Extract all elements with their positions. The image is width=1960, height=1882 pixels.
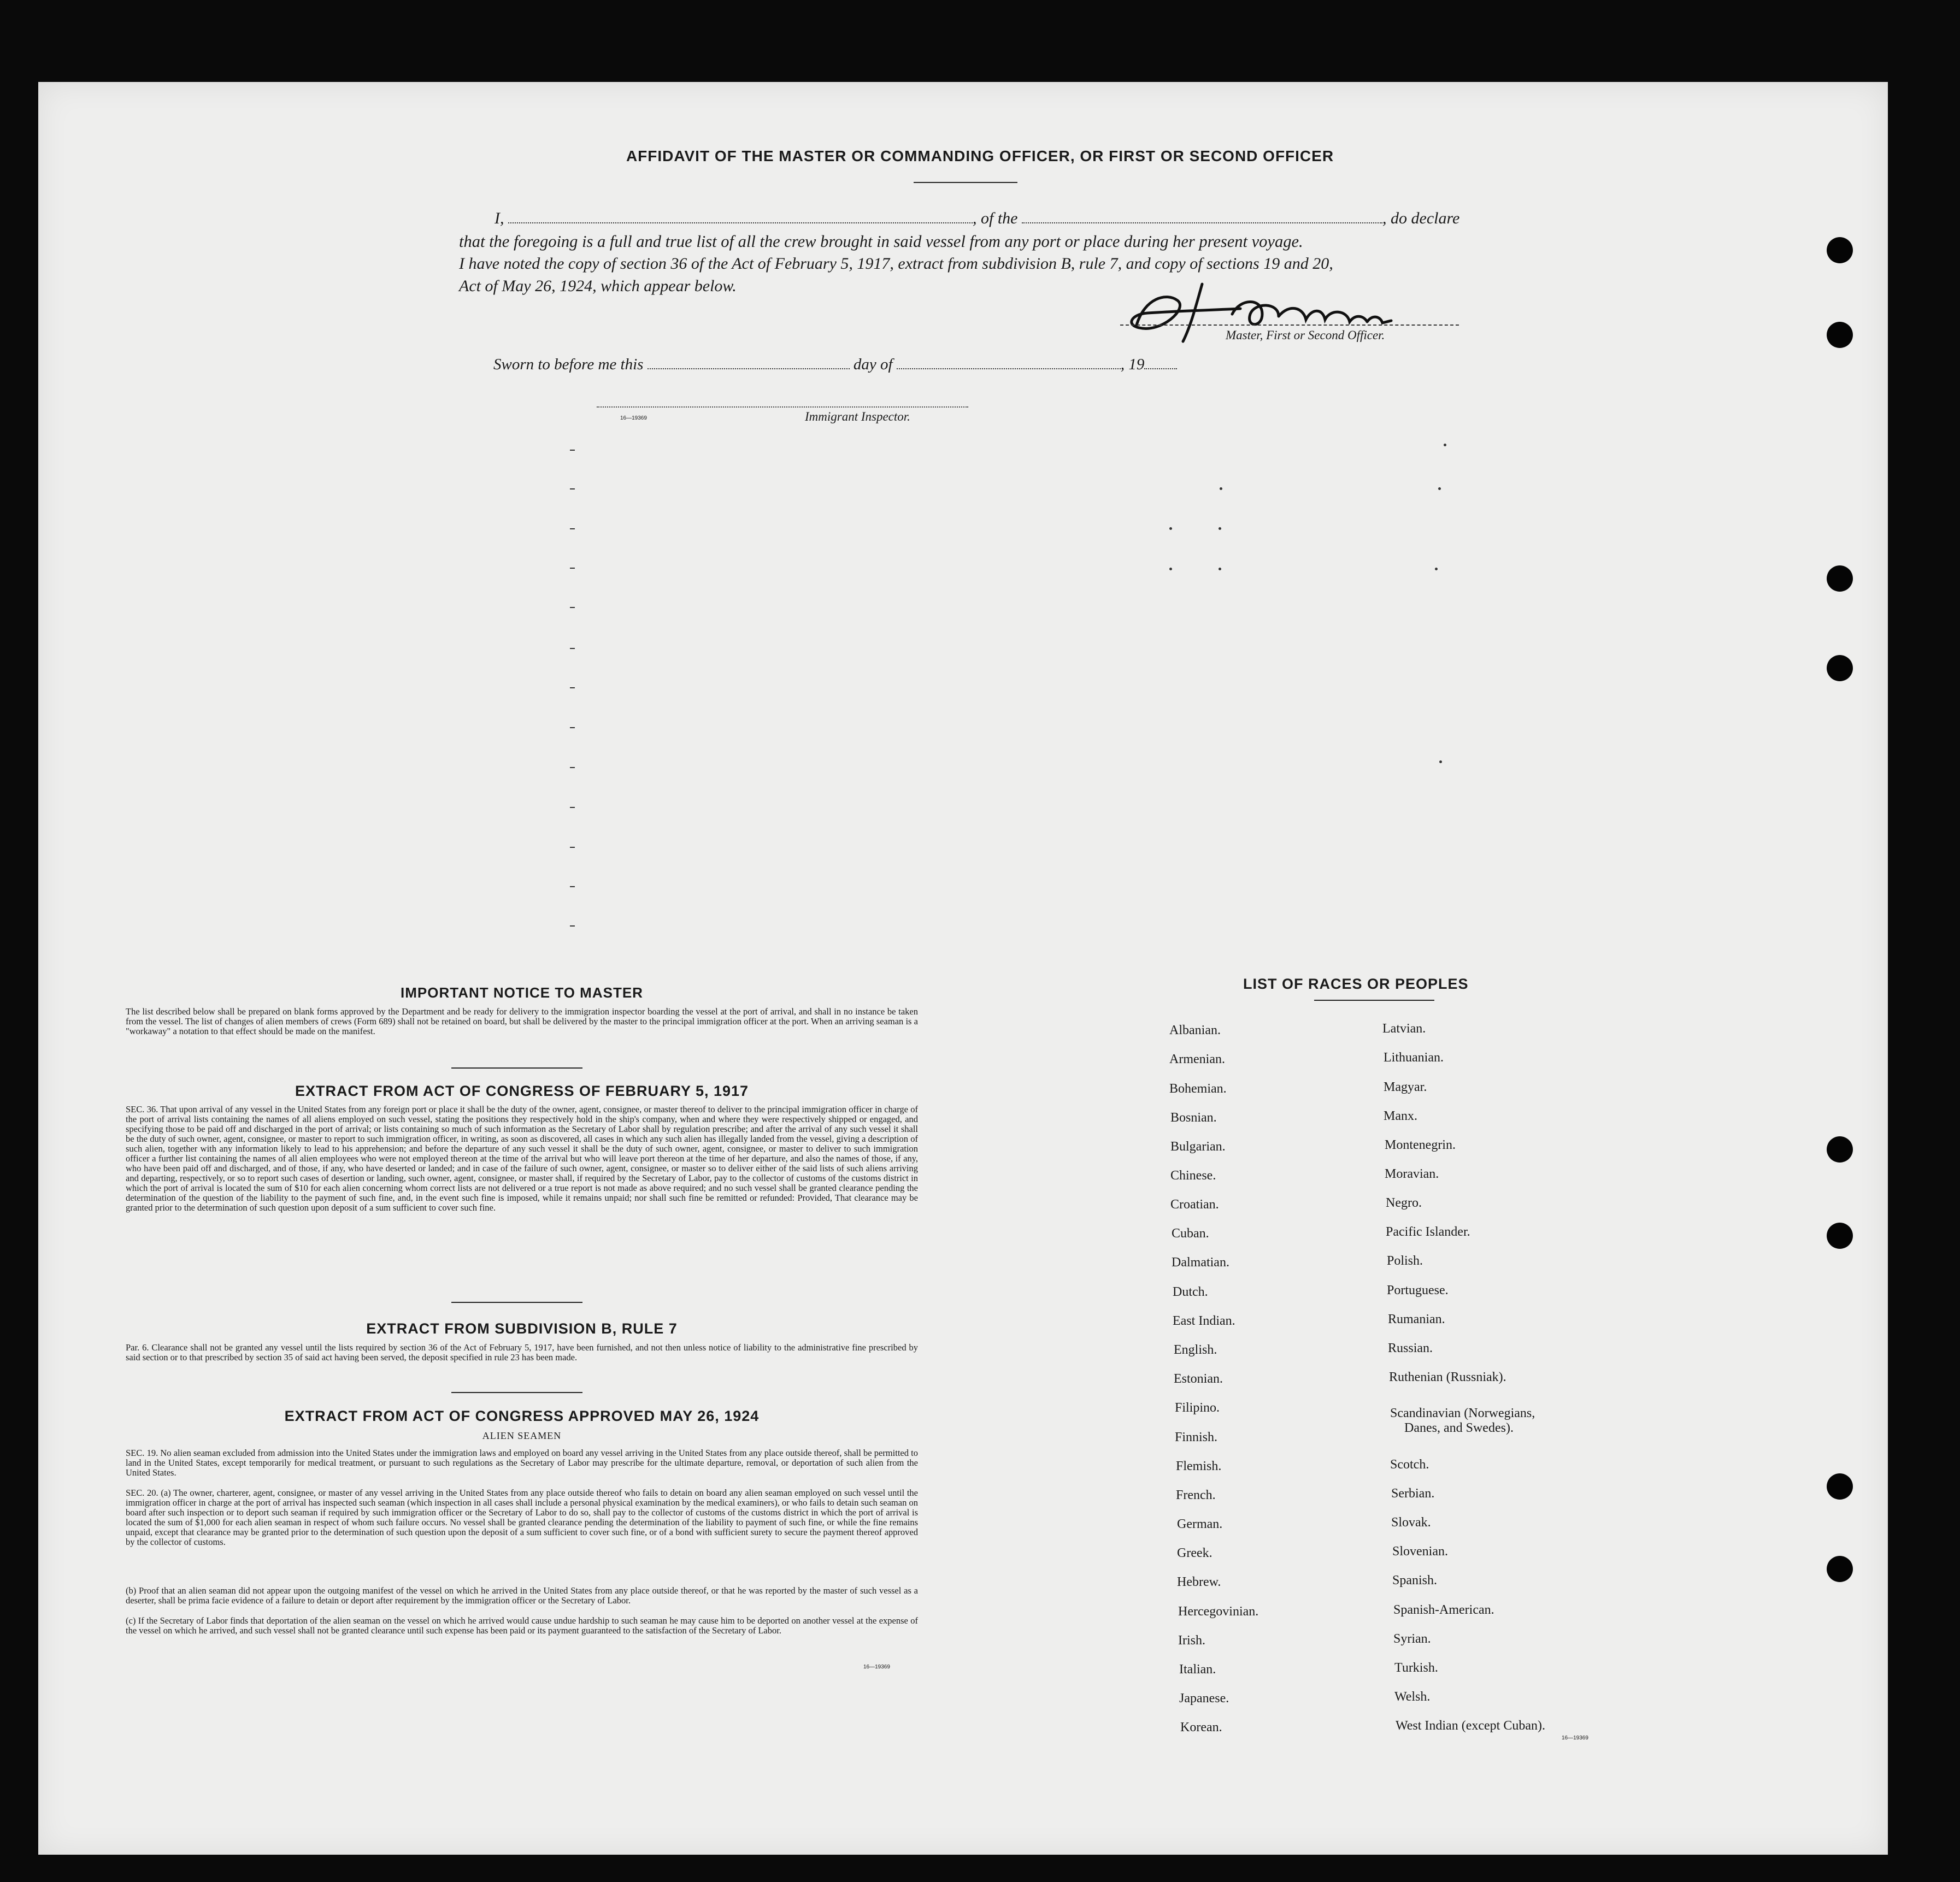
section-divider — [451, 1392, 582, 1393]
extract-form-number: 16—19369 — [863, 1664, 890, 1670]
race-right: Turkish. — [1394, 1661, 1438, 1675]
notice-title: IMPORTANT NOTICE TO MASTER — [401, 984, 643, 1001]
race-right: Negro. — [1386, 1196, 1422, 1210]
race-left: French. — [1176, 1488, 1216, 1502]
races-divider — [1314, 1000, 1434, 1001]
race-left: Bosnian. — [1170, 1111, 1217, 1125]
binder-hole — [1827, 322, 1853, 348]
alien-seamen-subtitle: ALIEN SEAMEN — [482, 1430, 562, 1441]
race-right: Moravian. — [1385, 1167, 1439, 1181]
do-declare-label: , do declare — [1382, 209, 1460, 227]
race-left: Bohemian. — [1169, 1082, 1227, 1096]
year-label: , 19 — [1120, 356, 1145, 373]
extract-1917-text: SEC. 36. That upon arrival of any vessel in the United States from any foreign port or place it shall be the duty of the owner, agent, consignee, or master thereof to deliver to the principal immigration officer in charge of the port of arrival lists containing the names of all aliens employed on such vessel, stating the positions they respectively hold in the ship's company, when and where they were respectively shipped or engaged, and specifying those to be paid off and discharged in the port of arrival; or lists containing so much of such information as the Secretary of Labor shall by regulation prescribe; and after the arrival of any such vessel it shall be the duty of such owner, agent, consignee, or master to report to such immigration officer, in writing, as soon as discovered, all cases in which any such alien has illegally landed from the vessel, giving a description of such alien, together with any information likely to lead to his apprehension; and before the departure of any such vessel it shall be the duty of such owner, agent, consignee, or master to deliver to such immigration officer a further list containing the names of all alien employees who were not employed thereon at the time of the arrival but who will leave port thereon at the time of her departure, and also the names of those, if any, who have been paid off and discharged, and of those, if any, who have deserted or landed; and in case of the failure of such owner, agent, consignee, or master so to deliver either of the said lists of such aliens arriving and departing, respectively, or so to report such cases of desertion or landing, such owner, agent, consignee, or master shall, if required by the Secretary of Labor, pay to the collector of customs of the customs district in which the port of arrival is located the sum of $10 for each alien concerning whom correct lists are not delivered or a true report is not made as above required; and no such vessel shall be granted clearance pending the determination of the question of the liability to the payment of such fine, and, in the event such fine is imposed, while it remains unpaid; nor shall such fine be remitted or refunded: Provided, That clearance may be granted prior to the determination of such question upon deposit of a sum sufficient to cover such fine. — [126, 1104, 918, 1213]
page-mark — [1438, 487, 1441, 490]
binder-hole — [1827, 1556, 1853, 1582]
race-left: East Indian. — [1173, 1314, 1235, 1328]
page-mark — [1169, 527, 1172, 530]
sworn-label: Sworn to before me this — [493, 356, 644, 373]
page-mark — [570, 568, 575, 569]
race-right: Pacific Islander. — [1386, 1225, 1470, 1239]
vessel-name-field[interactable] — [1022, 222, 1382, 223]
title-divider — [914, 182, 1017, 183]
race-right: Scotch. — [1390, 1458, 1429, 1472]
notice-text: The list described below shall be prepared on blank forms approved by the Department and be ready for delivery to the immigration inspector boarding the vessel at the port of arrival, and shall in no instance be taken from the vessel. The list of changes of alien members of crews (Form 689) shall not be retained on board, but shall be delivered by the master to the principal immigration officer at the port. When an arriving seaman is a "workaway" a notation to that effect should be made on the manifest. — [126, 1006, 918, 1036]
races-title: LIST OF RACES OR PEOPLES — [1243, 976, 1469, 992]
page-mark — [570, 488, 575, 489]
race-left: Flemish. — [1176, 1459, 1222, 1473]
page-mark — [570, 727, 575, 728]
inspector-caption: Immigrant Inspector. — [805, 410, 910, 423]
race-right: Montenegrin. — [1385, 1138, 1456, 1152]
race-right: Lithuanian. — [1384, 1051, 1444, 1065]
race-right: Syrian. — [1393, 1632, 1431, 1646]
race-left: Dutch. — [1173, 1285, 1208, 1299]
page-mark — [570, 767, 575, 768]
race-right: Portuguese. — [1387, 1283, 1449, 1297]
sworn-line — [493, 356, 1177, 374]
race-right: Slovenian. — [1392, 1544, 1448, 1559]
section-divider — [451, 1067, 582, 1069]
declaration-line-1 — [495, 209, 1459, 228]
binder-hole — [1827, 565, 1853, 592]
page-mark — [570, 687, 575, 688]
page-mark — [1219, 568, 1221, 570]
extract-rule7-text: Par. 6. Clearance shall not be granted any vessel until the lists required by section 36 of the Act of February 5, 1917, have been furnished, and not then unless notice of liability to the administrative fine prescribed by said section or to that prescribed by section 35 of said act having been served, the deposit specified in rule 23 has been made. — [126, 1342, 918, 1362]
page-mark — [570, 925, 575, 927]
section-divider — [451, 1302, 582, 1303]
extract-1924-sec20c: (c) If the Secretary of Labor finds that deportation of the alien seaman on the vessel on which he arrived would cause undue hardship to such seaman he may cause him to be deported on another vessel at the expense of the vessel on which he arrived, and such vessel shall not be granted clearance until such expense has been paid or its payment guaranteed to the satisfaction of the Secretary of Labor. — [126, 1615, 918, 1636]
extract-rule7-title: EXTRACT FROM SUBDIVISION B, RULE 7 — [366, 1320, 678, 1337]
race-right: Welsh. — [1394, 1690, 1431, 1704]
page-mark — [1435, 568, 1438, 570]
race-left: Finnish. — [1175, 1430, 1218, 1444]
race-left: Albanian. — [1169, 1023, 1221, 1037]
race-right: Manx. — [1384, 1109, 1417, 1123]
page-mark — [1169, 568, 1172, 570]
race-right: Russian. — [1388, 1341, 1433, 1355]
race-right: Ruthenian (Russniak). — [1389, 1370, 1506, 1384]
signature-caption: Master, First or Second Officer. — [1226, 328, 1385, 342]
race-left: Greek. — [1177, 1546, 1213, 1560]
race-left: English. — [1174, 1343, 1217, 1357]
race-left: Bulgarian. — [1170, 1140, 1226, 1154]
page-mark — [1439, 760, 1442, 763]
form-number: 16—19369 — [620, 415, 647, 421]
extract-1924-sec20b: (b) Proof that an alien seaman did not appear upon the outgoing manifest of the vessel on which he arrived in the United States from any place outside thereof, or that he was reported by the master of such vessel as a deserter, shall be prima facie evidence of a failure to detain or deport after requirement by the immigration officer or the Secretary of Labor. — [126, 1585, 918, 1606]
inspector-signature-line — [597, 405, 968, 408]
page-mark — [570, 807, 575, 808]
race-left: Filipino. — [1175, 1401, 1220, 1415]
page-mark — [570, 648, 575, 649]
declaration-line-4: Act of May 26, 1924, which appear below. — [459, 277, 737, 295]
day-of-label: day of — [853, 356, 893, 373]
race-left: Italian. — [1179, 1662, 1216, 1677]
declaration-line-2: that the foregoing is a full and true list of all the crew brought in said vessel from any port or place during her present voyage. — [459, 232, 1303, 251]
race-left: Armenian. — [1169, 1052, 1225, 1066]
master-name-field[interactable] — [508, 222, 973, 223]
declaration-line-3: I have noted the copy of section 36 of the Act of February 5, 1917, extract from subdivision B, rule 7, and copy of sections 19 and 20, — [459, 255, 1333, 273]
race-left: Hercegovinian. — [1178, 1604, 1259, 1619]
race-right: Polish. — [1387, 1254, 1423, 1268]
page-mark — [570, 528, 575, 529]
extract-1924-sec20a: SEC. 20. (a) The owner, charterer, agent, consignee, or master of any vessel arriving in the United States from any place outside thereof who fails to detain on board any alien seaman employed on such vessel until the immigration officer in charge at the port of arrival has inspected such seaman (which inspection in all cases shall include a personal physical examination by the medical examiners), or who fails to detain such seaman on board after such inspection or to deport such seaman if required by such immigration officer or the Secretary of Labor to do so, shall pay to the collector of customs of the customs district in which the port of arrival is located the sum of $1,000 for each alien seaman in respect of whom such failure occurs. No vessel shall be granted clearance pending the determination of the liability to payment of such fine, or while the fine remains unpaid, except that clearance may be granted prior to the determination of such question upon the deposit of a sum sufficient to cover such fine, or of a bond with sufficient surety to secure the payment thereof approved by the collector of customs. — [126, 1488, 918, 1547]
race-right: Serbian. — [1391, 1486, 1435, 1501]
affidavit-title: AFFIDAVIT OF THE MASTER OR COMMANDING OFFICER, OR FIRST OR SECOND OFFICER — [626, 148, 1334, 164]
binder-hole — [1827, 1223, 1853, 1249]
race-right: West Indian (except Cuban). — [1396, 1719, 1545, 1733]
signature-line — [1120, 323, 1459, 326]
binder-hole — [1827, 237, 1853, 263]
races-form-number: 16—19369 — [1562, 1735, 1588, 1741]
extract-1924-title: EXTRACT FROM ACT OF CONGRESS APPROVED MAY 26, 1924 — [284, 1408, 760, 1424]
race-left: Chinese. — [1170, 1169, 1216, 1183]
page-mark — [1444, 444, 1446, 446]
race-left: Korean. — [1180, 1720, 1222, 1734]
i-label: I, — [495, 209, 504, 227]
race-right: Scandinavian (Norwegians, — [1390, 1406, 1535, 1420]
extract-1917-title: EXTRACT FROM ACT OF CONGRESS OF FEBRUARY 5, 1917 — [295, 1083, 749, 1099]
page-mark — [1219, 527, 1221, 530]
binder-hole — [1827, 1136, 1853, 1163]
race-left: Japanese. — [1179, 1691, 1229, 1706]
race-left: German. — [1177, 1517, 1223, 1531]
sworn-year-field[interactable] — [1144, 368, 1177, 369]
race-left: Cuban. — [1172, 1226, 1209, 1241]
page-mark — [570, 607, 575, 608]
race-right: Latvian. — [1382, 1022, 1426, 1036]
extract-1924-sec19: SEC. 19. No alien seaman excluded from admission into the United States under the immigration laws and employed on board any vessel arriving in the United States from any place outside thereof, shall be permitted to land in the United States, except temporarily for medical treatment, or pursuant to such regulations as the Secretary of Labor may prescribe for the ultimate departure, removal, or deportation of such alien from the United States. — [126, 1448, 918, 1478]
race-left: Dalmatian. — [1172, 1255, 1229, 1270]
race-left: Estonian. — [1174, 1372, 1223, 1386]
sworn-month-field[interactable] — [897, 368, 1121, 369]
race-left: Irish. — [1178, 1633, 1205, 1648]
binder-hole — [1827, 1473, 1853, 1500]
page-mark — [1220, 487, 1222, 490]
of-the-label: , of the — [973, 209, 1018, 227]
page-mark — [570, 450, 575, 451]
race-right: Spanish. — [1392, 1573, 1438, 1588]
race-right: Rumanian. — [1388, 1312, 1445, 1326]
race-left: Hebrew. — [1177, 1575, 1221, 1589]
race-right: Magyar. — [1384, 1080, 1427, 1094]
race-left: Croatian. — [1170, 1197, 1219, 1212]
page-mark — [570, 847, 575, 848]
race-right: Slovak. — [1391, 1515, 1431, 1530]
page-mark — [570, 886, 575, 887]
race-right: Spanish-American. — [1393, 1603, 1494, 1617]
sworn-day-field[interactable] — [648, 368, 850, 369]
binder-hole — [1827, 655, 1853, 681]
race-right: Danes, and Swedes). — [1404, 1421, 1514, 1435]
